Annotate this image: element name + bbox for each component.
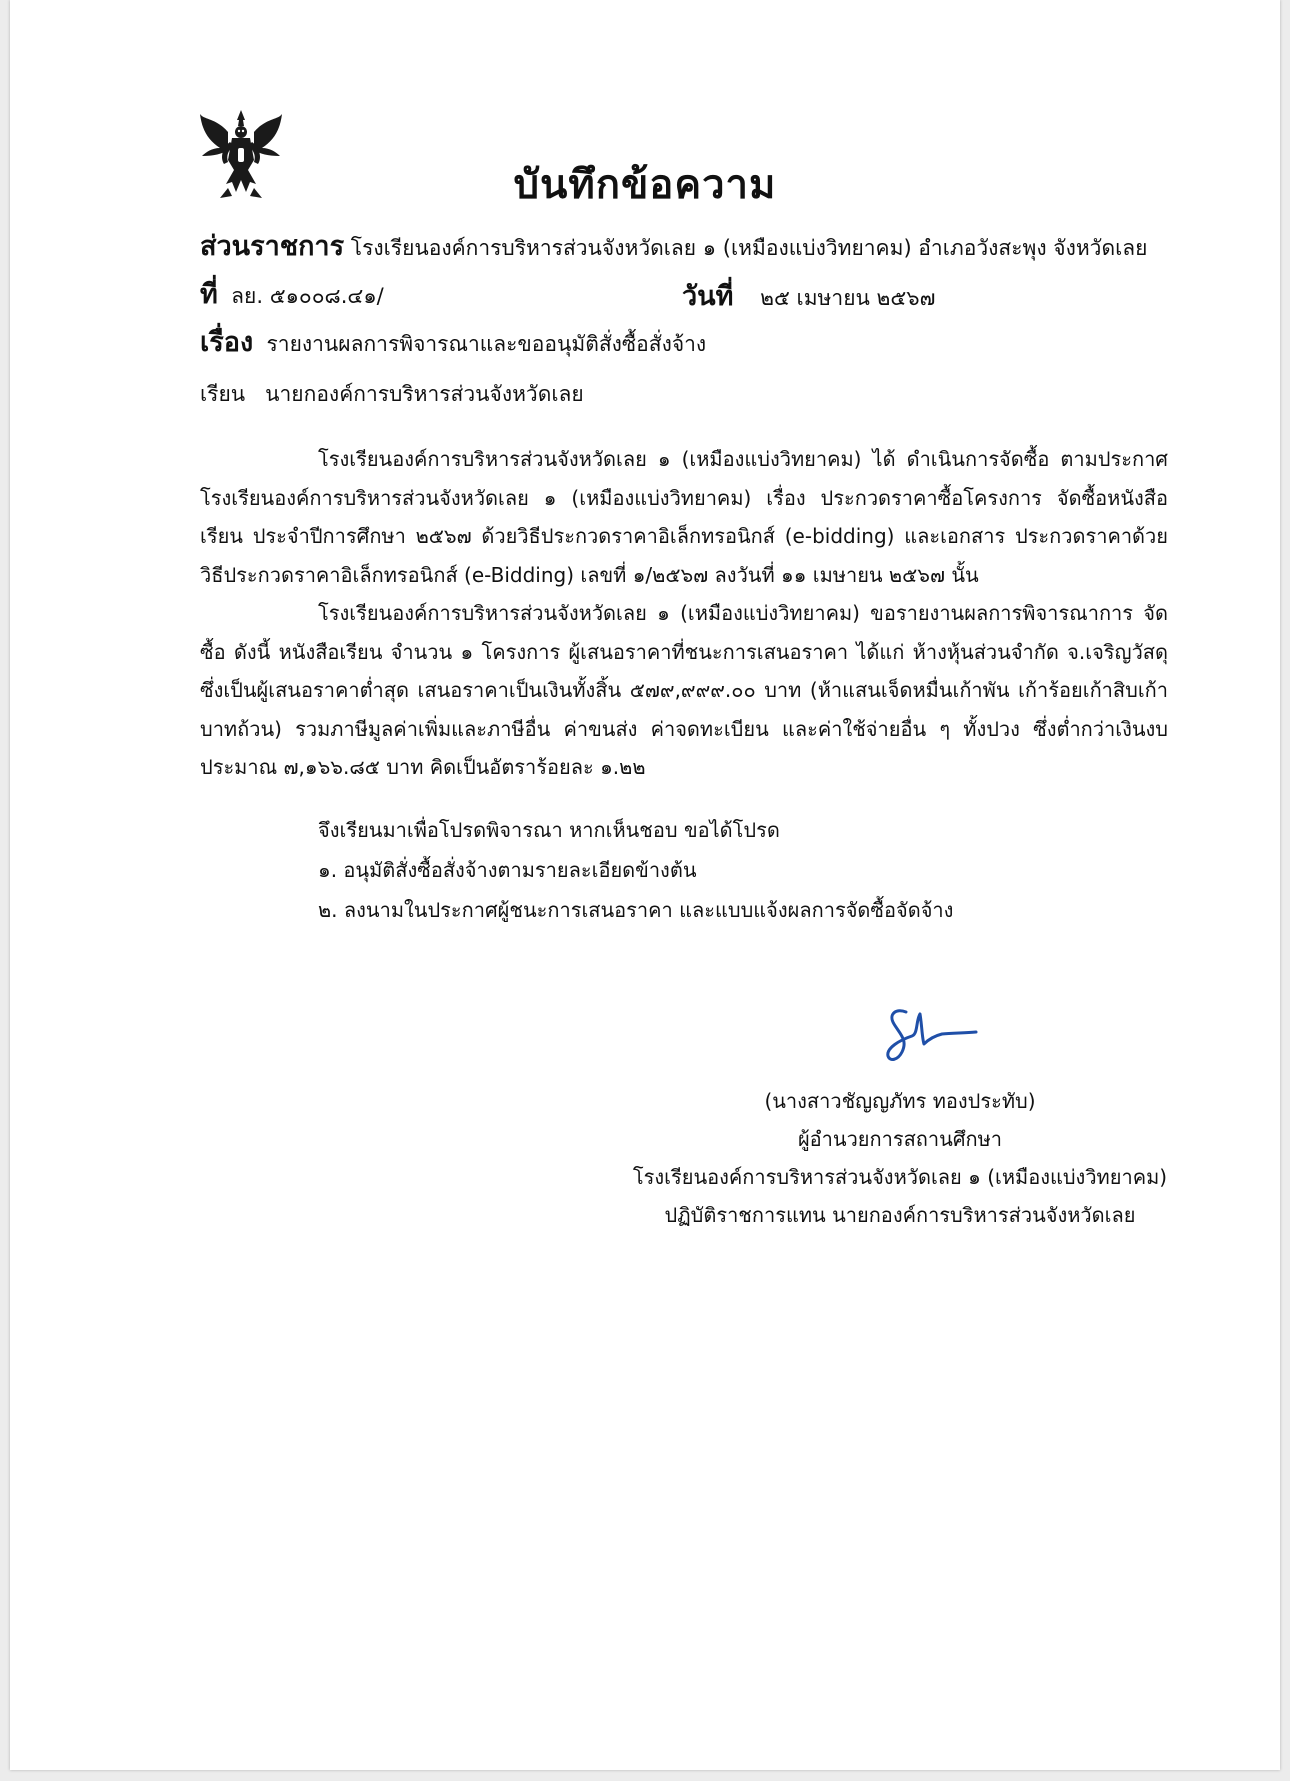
signatory-school: โรงเรียนองค์การบริหารส่วนจังหวัดเลย ๑ (เหมืองแบ่งวิทยาคม)	[632, 1165, 1168, 1189]
handwritten-signature	[872, 1000, 982, 1072]
closing-item-2: ๒. ลงนามในประกาศผู้ชนะการเสนอราคา และแบบแจ้งผลการจัดซื้อจัดจ้าง	[318, 898, 954, 922]
subject-line	[200, 320, 706, 363]
salutation-label: เรียน	[200, 382, 246, 406]
reference-line	[200, 272, 384, 315]
document-page	[10, 0, 1280, 1770]
signatory-block	[610, 1082, 1190, 1234]
subject-label: เรื่อง	[200, 327, 254, 358]
signatory-acting: ปฏิบัติราชการแทน นายกองค์การบริหารส่วนจังหวัดเลย	[664, 1203, 1136, 1227]
agency-label: ส่วนราชการ	[200, 231, 345, 262]
closing-block	[318, 810, 953, 930]
salutation-line	[200, 378, 584, 411]
reference-label: ที่	[200, 279, 218, 310]
signatory-position: ผู้อำนวยการสถานศึกษา	[797, 1127, 1003, 1151]
reference-value: ลย. ๕๑๐๐๘.๔๑/	[231, 284, 384, 308]
body-paragraph-1: โรงเรียนองค์การบริหารส่วนจังหวัดเลย ๑ (เหมืองแบ่งวิทยาคม) ได้ ดำเนินการจัดซื้อ ตามประกาศ โรงเรียนองค์การบริหารส่วนจังหวัดเลย ๑ (เหมืองแบ่งวิทยาคม) เรื่อง ประกวดราคาซื้อโครงการ จัดซื้อหนังสือเรียน ประจำปีการศึกษา ๒๕๖๗ ด้วยวิธีประกวดราคาอิเล็กทรอนิกส์ (e-bidding) และเอกสาร ประกวดราคาด้วยวิธีประกวดราคาอิเล็กทรอนิกส์ (e-Bidding) เลขที่ ๑/๒๕๖๗ ลงวันที่ ๑๑ เมษายน ๒๕๖๗ นั้น	[200, 447, 1168, 587]
memo-body	[200, 440, 1168, 787]
agency-line	[200, 224, 1147, 267]
subject-value: รายงานผลการพิจารณาและขออนุมัติสั่งซื้อสั่งจ้าง	[266, 332, 707, 356]
closing-request: จึงเรียนมาเพื่อโปรดพิจารณา หากเห็นชอบ ขอได้โปรด	[318, 818, 780, 842]
body-paragraph-2: โรงเรียนองค์การบริหารส่วนจังหวัดเลย ๑ (เหมืองแบ่งวิทยาคม) ขอรายงานผลการพิจารณาการ จัดซื้อ ดังนี้ หนังสือเรียน จำนวน ๑ โครงการ ผู้เสนอราคาที่ชนะการเสนอราคา ได้แก่ ห้างหุ้นส่วนจำกัด จ.เจริญวัสดุ ซึ่งเป็นผู้เสนอราคาต่ำสุด เสนอราคาเป็นเงินทั้งสิ้น ๕๗๙,๙๙๙.๐๐ บาท (ห้าแสนเจ็ดหมื่นเก้าพัน เก้าร้อยเก้าสิบเก้าบาทถ้วน) รวมภาษีมูลค่าเพิ่มและภาษีอื่น ค่าขนส่ง ค่าจดทะเบียน และค่าใช้จ่ายอื่น ๆ ทั้งปวง ซึ่งต่ำกว่าเงินงบประมาณ ๗,๑๖๖.๘๕ บาท คิดเป็นอัตราร้อยละ ๑.๒๒	[200, 601, 1168, 779]
agency-value: โรงเรียนองค์การบริหารส่วนจังหวัดเลย ๑ (เหมืองแบ่งวิทยาคม) อำเภอวังสะพุง จังหวัดเลย	[350, 236, 1148, 260]
date-value: ๒๕ เมษายน ๒๕๖๗	[760, 286, 936, 310]
closing-item-1: ๑. อนุมัติสั่งซื้อสั่งจ้างตามรายละเอียดข้างต้น	[318, 858, 697, 882]
date-label: วันที่	[682, 281, 734, 312]
salutation-value: นายกองค์การบริหารส่วนจังหวัดเลย	[265, 382, 584, 406]
date-line	[682, 274, 935, 317]
page-title: บันทึกข้อความ	[513, 162, 777, 208]
signatory-name: (นางสาวชัญญภัทร ทองประทับ)	[764, 1089, 1036, 1113]
